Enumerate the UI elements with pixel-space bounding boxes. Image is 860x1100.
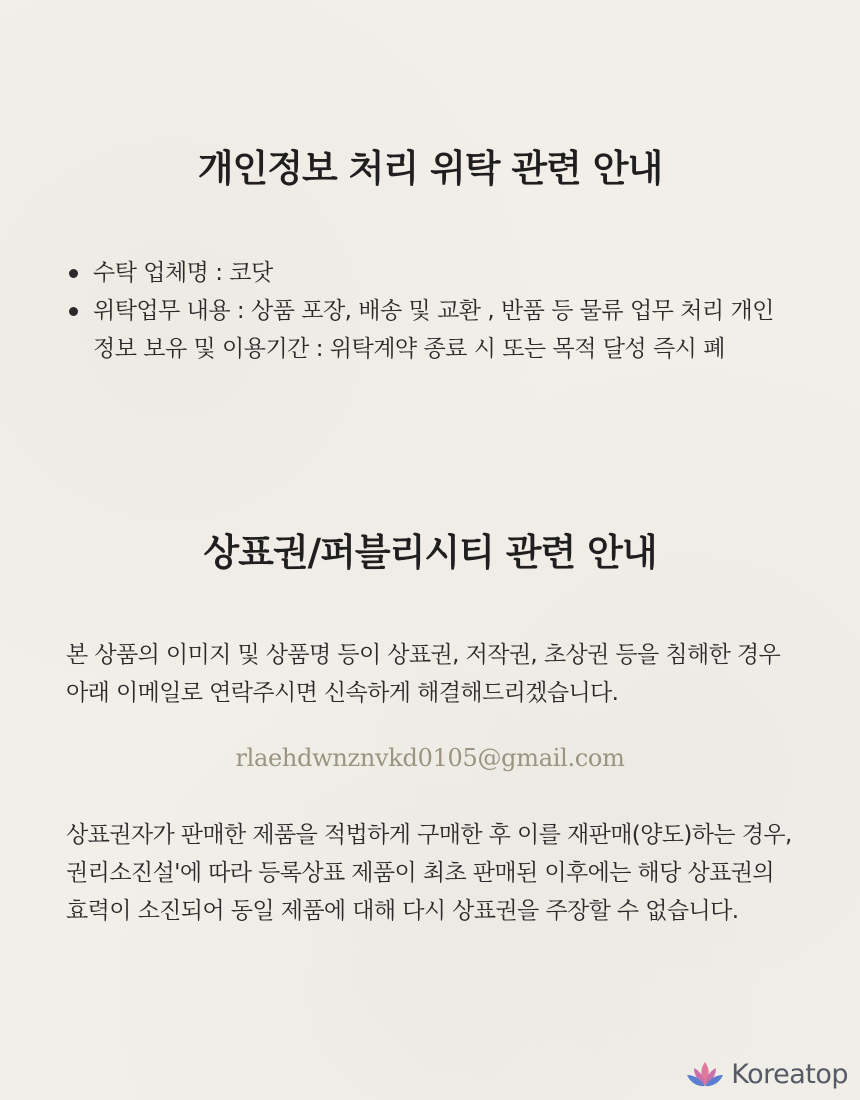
koreatop-logo: [685, 1059, 848, 1090]
consignee-name-text: 수탁 업체명 : 코닷: [93, 260, 273, 286]
trademark-publicity-title: 상표권/퍼블리시티 관련 안내: [203, 531, 657, 574]
bullet-icon: [69, 269, 78, 278]
bullet-icon: [69, 307, 78, 316]
consignment-task-text: 위탁업무 내용 : 상품 포장, 배송 및 교환 , 반품 등 물류 업무 처리 개인정보 보유 및 이용기간 : 위탁계약 종료 시 또는 목적 달성 즉시 폐: [93, 298, 774, 362]
contact-email-link[interactable]: rlaehdwnznvkd0105@gmail.com: [235, 744, 625, 772]
privacy-consignment-title: 개인정보 처리 위탁 관련 안내: [197, 147, 663, 190]
logo-text: Koreatop: [731, 1059, 848, 1090]
infringement-notice-paragraph: 본 상품의 이미지 및 상품명 등이 상표권, 저작권, 초상권 등을 침해한 경우 아래 이메일로 연락주시면 신속하게 해결해드리겠습니다.: [66, 642, 781, 706]
list-item: [66, 254, 786, 292]
exhaustion-doctrine-paragraph: 상표권자가 판매한 제품을 적법하게 구매한 후 이를 재판매(양도)하는 경우, 권리소진설'에 따라 등록상표 제품이 최초 판매된 이후에는 해당 상표권의 효력이 소진되어 동일 제품에 대해 다시 상표권을 주장할 수 없습니다.: [66, 822, 792, 924]
list-item: [66, 292, 786, 368]
consignment-info-list: [66, 254, 786, 368]
lotus-icon: [685, 1060, 725, 1090]
